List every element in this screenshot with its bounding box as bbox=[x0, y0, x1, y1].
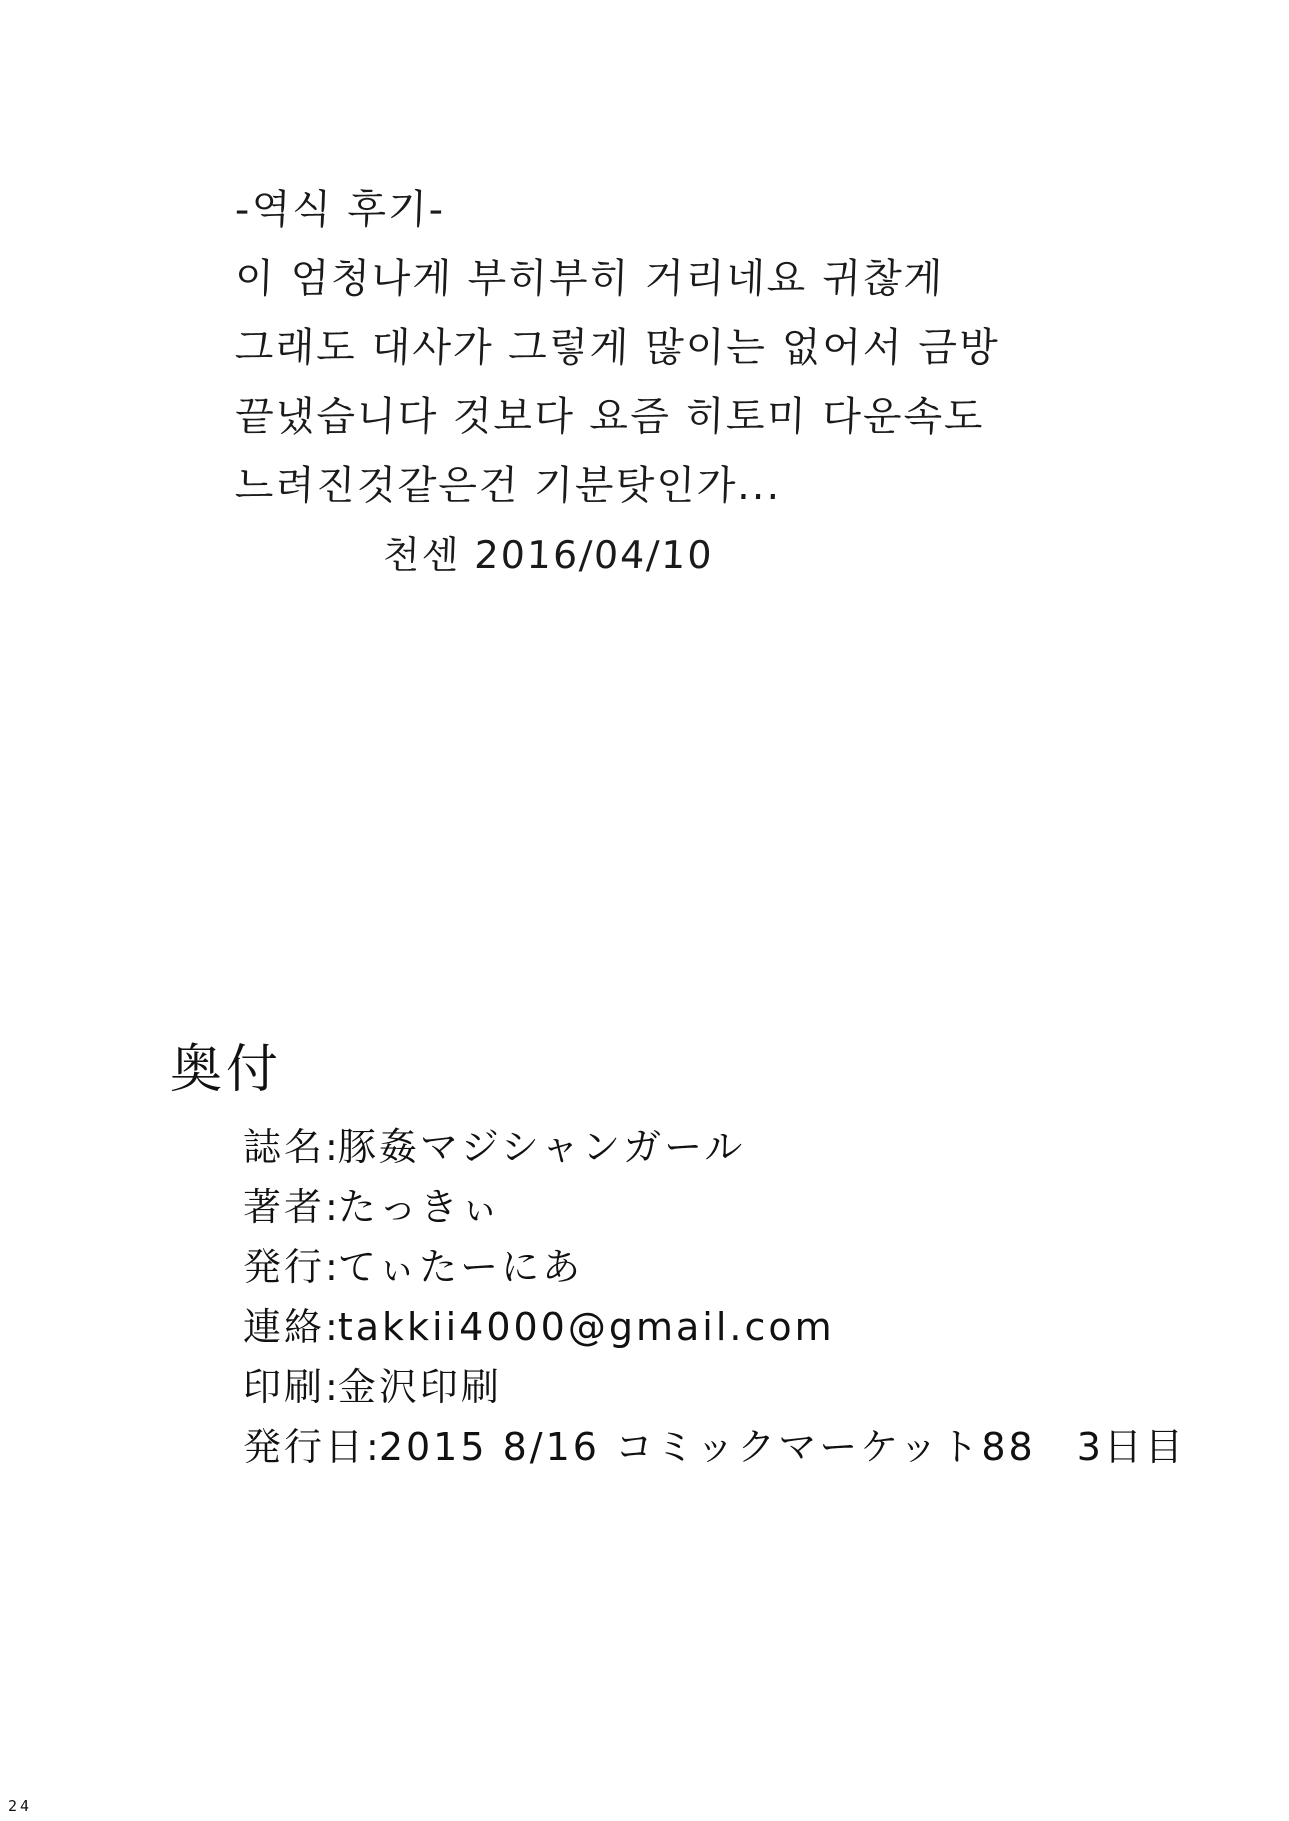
colophon-label: 連絡 bbox=[243, 1305, 326, 1349]
colophon-value: たっきぃ bbox=[337, 1185, 502, 1229]
colophon-label: 誌名 bbox=[243, 1125, 326, 1169]
colophon-separator: : bbox=[325, 1305, 338, 1349]
translator-afterword bbox=[234, 187, 1135, 604]
colophon-value: 豚姦マジシャンガール bbox=[337, 1125, 746, 1169]
colophon-separator: : bbox=[325, 1185, 338, 1229]
afterword-line-4: 느려진것같은건 기분탓인가... bbox=[234, 463, 783, 509]
afterword-heading: -역식 후기- bbox=[234, 187, 446, 233]
page-number: 24 bbox=[8, 1797, 33, 1815]
afterword-line-2: 그래도 대사가 그렇게 많이는 없어서 금방 bbox=[234, 325, 1001, 371]
colophon-separator: : bbox=[366, 1425, 379, 1469]
colophon-row-title bbox=[243, 1125, 1263, 1169]
colophon-separator: : bbox=[325, 1125, 338, 1169]
afterword-line-1: 이 엄청나게 부히부히 거리네요 귀찮게 bbox=[234, 256, 945, 302]
colophon-row-publisher bbox=[243, 1245, 1263, 1289]
colophon-list bbox=[243, 1125, 1263, 1485]
colophon-value: takkii4000@gmail.com bbox=[337, 1305, 835, 1349]
colophon-row-publish-date bbox=[243, 1425, 1263, 1469]
colophon-label: 印刷 bbox=[243, 1365, 326, 1409]
colophon-row-contact bbox=[243, 1305, 1263, 1349]
colophon-label: 発行日 bbox=[243, 1425, 367, 1469]
afterword-signature: 천센 2016/04/10 bbox=[382, 533, 715, 577]
colophon-title: 奥付 bbox=[170, 1040, 283, 1100]
colophon-row-printer bbox=[243, 1365, 1263, 1409]
colophon-row-author bbox=[243, 1185, 1263, 1229]
colophon-value: 2015 8/16 コミックマーケット88 3日目 bbox=[378, 1425, 1186, 1469]
colophon-value: てぃたーにあ bbox=[337, 1245, 584, 1289]
afterword-line-3: 끝냈습니다 것보다 요즘 히토미 다운속도 bbox=[234, 394, 986, 440]
colophon-label: 発行 bbox=[243, 1245, 326, 1289]
colophon-separator: : bbox=[325, 1245, 338, 1289]
colophon-separator: : bbox=[325, 1365, 338, 1409]
colophon-value: 金沢印刷 bbox=[337, 1365, 502, 1409]
colophon-label: 著者 bbox=[243, 1185, 326, 1229]
